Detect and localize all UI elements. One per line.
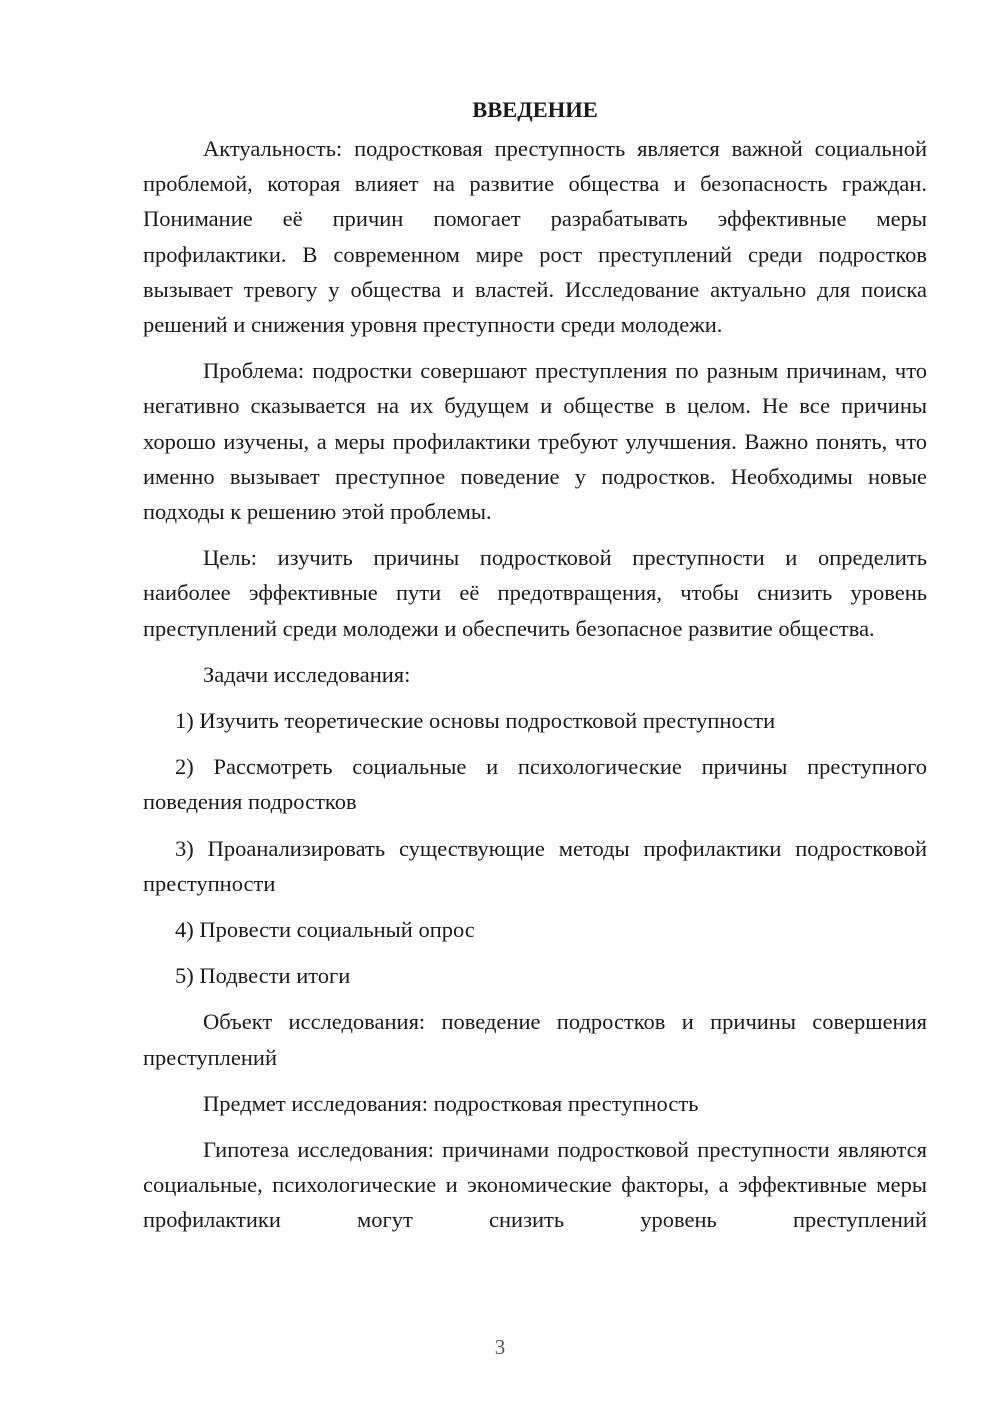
paragraph-object: Объект исследования: поведение подростков и причины совершения преступлений	[143, 1009, 927, 1070]
paragraph-relevance: Актуальность: подростковая преступность является важной социальной проблемой, которая влияет на развитие общества и безопасность граждан. Понимание её причин помогает разрабатывать эффективные меры профилактики. В современном мире рост преступлений среди подростков вызывает тревогу у общества и властей. Исследование актуально для поиска решений и снижения уровня преступности среди молодежи.	[143, 136, 927, 338]
task-item-3: 3) Проанализировать существующие методы профилактики подростковой преступности	[143, 835, 927, 896]
page-number: 3	[494, 1335, 506, 1359]
page-content	[143, 92, 927, 1238]
paragraph-subject: Предмет исследования: подростковая преступность	[203, 1090, 699, 1116]
paragraph-tasks-heading: Задачи исследования:	[203, 661, 411, 687]
task-item-2: 2) Рассмотреть социальные и психологические причины преступного поведения подростков	[143, 754, 927, 815]
task-item-4: 4) Провести социальный опрос	[175, 917, 475, 943]
paragraph-goal: Цель: изучить причины подростковой преступности и определить наиболее эффективные пути её предотвращения, чтобы снизить уровень преступлений среди молодежи и обеспечить безопасное развитие общества.	[143, 545, 927, 641]
task-item-1: 1) Изучить теоретические основы подростковой преступности	[175, 708, 776, 734]
paragraph-hypothesis: Гипотеза исследования: причинами подростковой преступности являются социальные, психологические и экономические факторы, а эффективные меры профилактики могут снизить уровень преступлений	[143, 1137, 927, 1233]
task-item-5: 5) Подвести итоги	[175, 963, 351, 989]
paragraph-problem: Проблема: подростки совершают преступления по разным причинам, что негативно сказывается на их будущем и обществе в целом. Не все причины хорошо изучены, а меры профилактики требуют улучшения. Важно понять, что именно вызывает преступное поведение у подростков. Необходимы новые подходы к решению этой проблемы.	[143, 358, 927, 525]
page-title: ВВЕДЕНИЕ	[472, 97, 598, 122]
